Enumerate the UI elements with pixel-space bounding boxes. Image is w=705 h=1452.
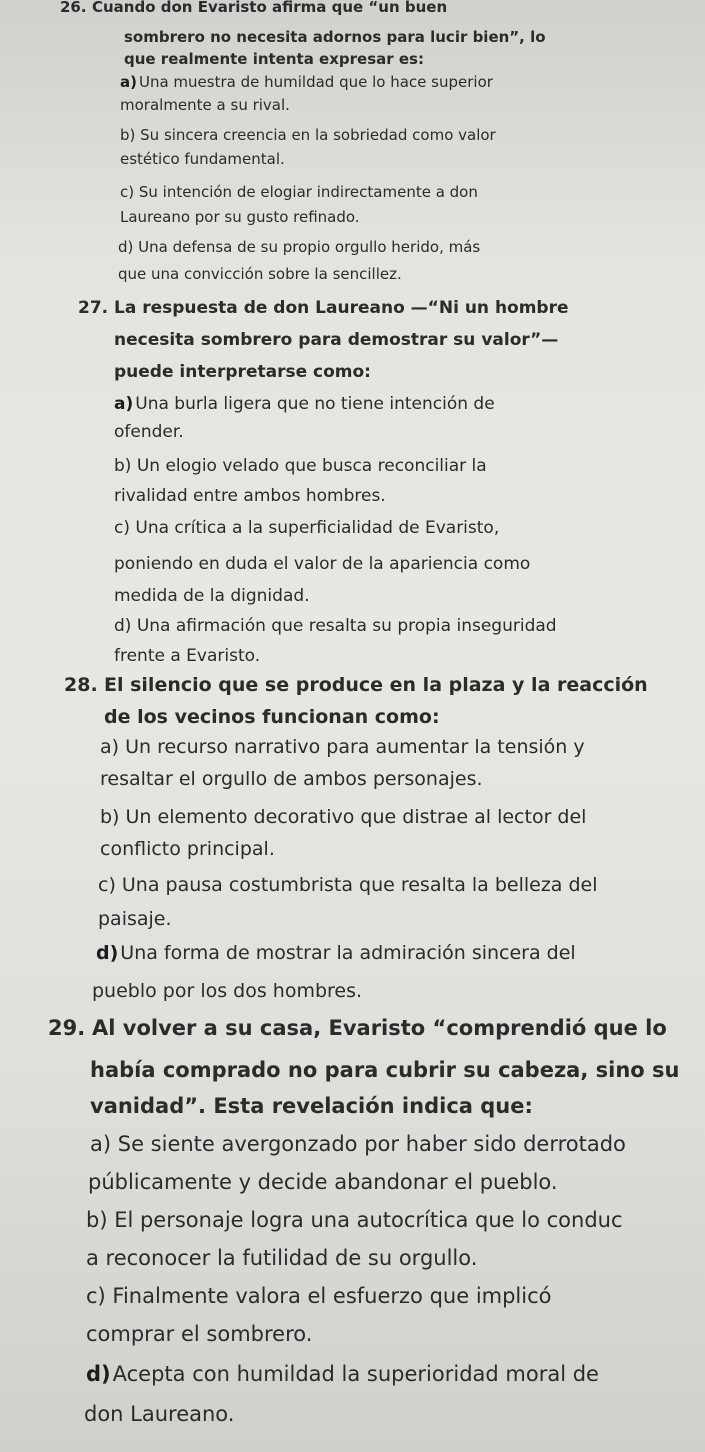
question-29-option-d-line-2: don Laureano. — [84, 1402, 235, 1426]
question-27-option-c-line-2: poniendo en duda el valor de la apariencia como — [114, 554, 531, 574]
question-27-option-d-line-2: frente a Evaristo. — [114, 646, 261, 666]
question-28-option-a-line-2: resaltar el orgullo de ambos personajes. — [100, 768, 483, 790]
question-27-option-b-line-2: rivalidad entre ambos hombres. — [114, 486, 386, 506]
question-26-option-c-line-2: Laureano por su gusto refinado. — [120, 208, 360, 226]
question-29-option-b-line-1: b) El personaje logra una autocrítica que lo conduc — [86, 1208, 623, 1232]
question-29-number: 29. — [48, 1016, 86, 1040]
question-28-stem-line-1: El silencio que se produce en la plaza y la reacción — [104, 674, 648, 696]
question-27-stem-line-1: La respuesta de don Laureano —“Ni un hombre — [114, 298, 569, 318]
question-27-option-d-line-1: d) Una afirmación que resalta su propia inseguridad — [114, 616, 557, 636]
question-28-option-a-line-1: a) Un recurso narrativo para aumentar la tensión y — [100, 736, 585, 758]
answer-mark-a: a) — [114, 394, 134, 414]
question-26-option-a-line-2: moralmente a su rival. — [120, 96, 290, 114]
question-28-option-b-line-2: conflicto principal. — [100, 838, 275, 860]
question-27-option-c-line-1: c) Una crítica a la superficialidad de Evaristo, — [114, 518, 500, 538]
question-26-option-c-line-1: c) Su intención de elogiar indirectamente a don — [120, 183, 478, 201]
question-27-option-c-line-3: medida de la dignidad. — [114, 586, 310, 606]
question-26-option-a-line-1 — [120, 75, 493, 90]
question-29-option-a-line-1: a) Se siente avergonzado por haber sido derrotado — [90, 1132, 626, 1156]
option-text: Una muestra de humildad que lo hace superior — [138, 73, 493, 91]
question-28-option-b-line-1: b) Un elemento decorativo que distrae al lector del — [100, 806, 587, 828]
question-27-number: 27. — [78, 298, 109, 318]
question-29-option-b-line-2: a reconocer la futilidad de su orgullo. — [86, 1246, 478, 1270]
question-29-option-c-line-2: comprar el sombrero. — [86, 1322, 313, 1346]
question-26-stem-line-1: Cuando don Evaristo afirma que “un buen — [92, 0, 448, 16]
question-26-stem-line-2: sombrero no necesita adornos para lucir bien”, lo — [124, 28, 546, 46]
question-28-option-d-line-2: pueblo por los dos hombres. — [92, 980, 363, 1002]
question-29-stem-line-2: había comprado no para cubrir su cabeza, sino su — [90, 1058, 680, 1082]
question-28-option-c-line-2: paisaje. — [98, 908, 172, 930]
question-28-option-c-line-1: c) Una pausa costumbrista que resalta la belleza del — [98, 874, 598, 896]
question-29-option-a-line-2: públicamente y decide abandonar el pueblo. — [88, 1170, 558, 1194]
question-27-option-a-line-1 — [114, 396, 495, 413]
question-29-option-d-line-1 — [86, 1364, 599, 1385]
answer-mark-a: a) — [120, 73, 137, 91]
question-26-option-b-line-1: b) Su sincera creencia en la sobriedad como valor — [120, 126, 496, 144]
question-29-stem-line-3: vanidad”. Esta revelación indica que: — [90, 1094, 533, 1118]
question-26-option-b-line-2: estético fundamental. — [120, 150, 285, 168]
option-text: Una forma de mostrar la admiración sincera del — [120, 942, 576, 964]
question-29-stem-line-1: Al volver a su casa, Evaristo “comprendió que lo — [92, 1016, 667, 1040]
question-27-option-a-line-2: ofender. — [114, 422, 184, 442]
question-26-number: 26. — [60, 0, 87, 16]
option-text: Acepta con humildad la superioridad moral de — [112, 1362, 599, 1386]
question-28-stem-line-2: de los vecinos funcionan como: — [104, 706, 440, 728]
question-27-option-b-line-1: b) Un elogio velado que busca reconciliar la — [114, 456, 487, 476]
answer-mark-d: d) — [96, 942, 119, 964]
question-29-option-c-line-1: c) Finalmente valora el esfuerzo que implicó — [86, 1284, 552, 1308]
question-26-option-d-line-2: que una convicción sobre la sencillez. — [118, 265, 402, 283]
question-26-stem-line-3: que realmente intenta expresar es: — [124, 50, 424, 68]
question-27-stem-line-2: necesita sombrero para demostrar su valor”— — [114, 330, 559, 350]
question-26-option-d-line-1: d) Una defensa de su propio orgullo herido, más — [118, 238, 481, 256]
question-27-stem-line-3: puede interpretarse como: — [114, 362, 371, 382]
option-text: Una burla ligera que no tiene intención de — [135, 394, 495, 414]
question-28-number: 28. — [64, 674, 98, 696]
answer-mark-d: d) — [86, 1362, 111, 1386]
question-28-option-d-line-1 — [96, 944, 576, 963]
